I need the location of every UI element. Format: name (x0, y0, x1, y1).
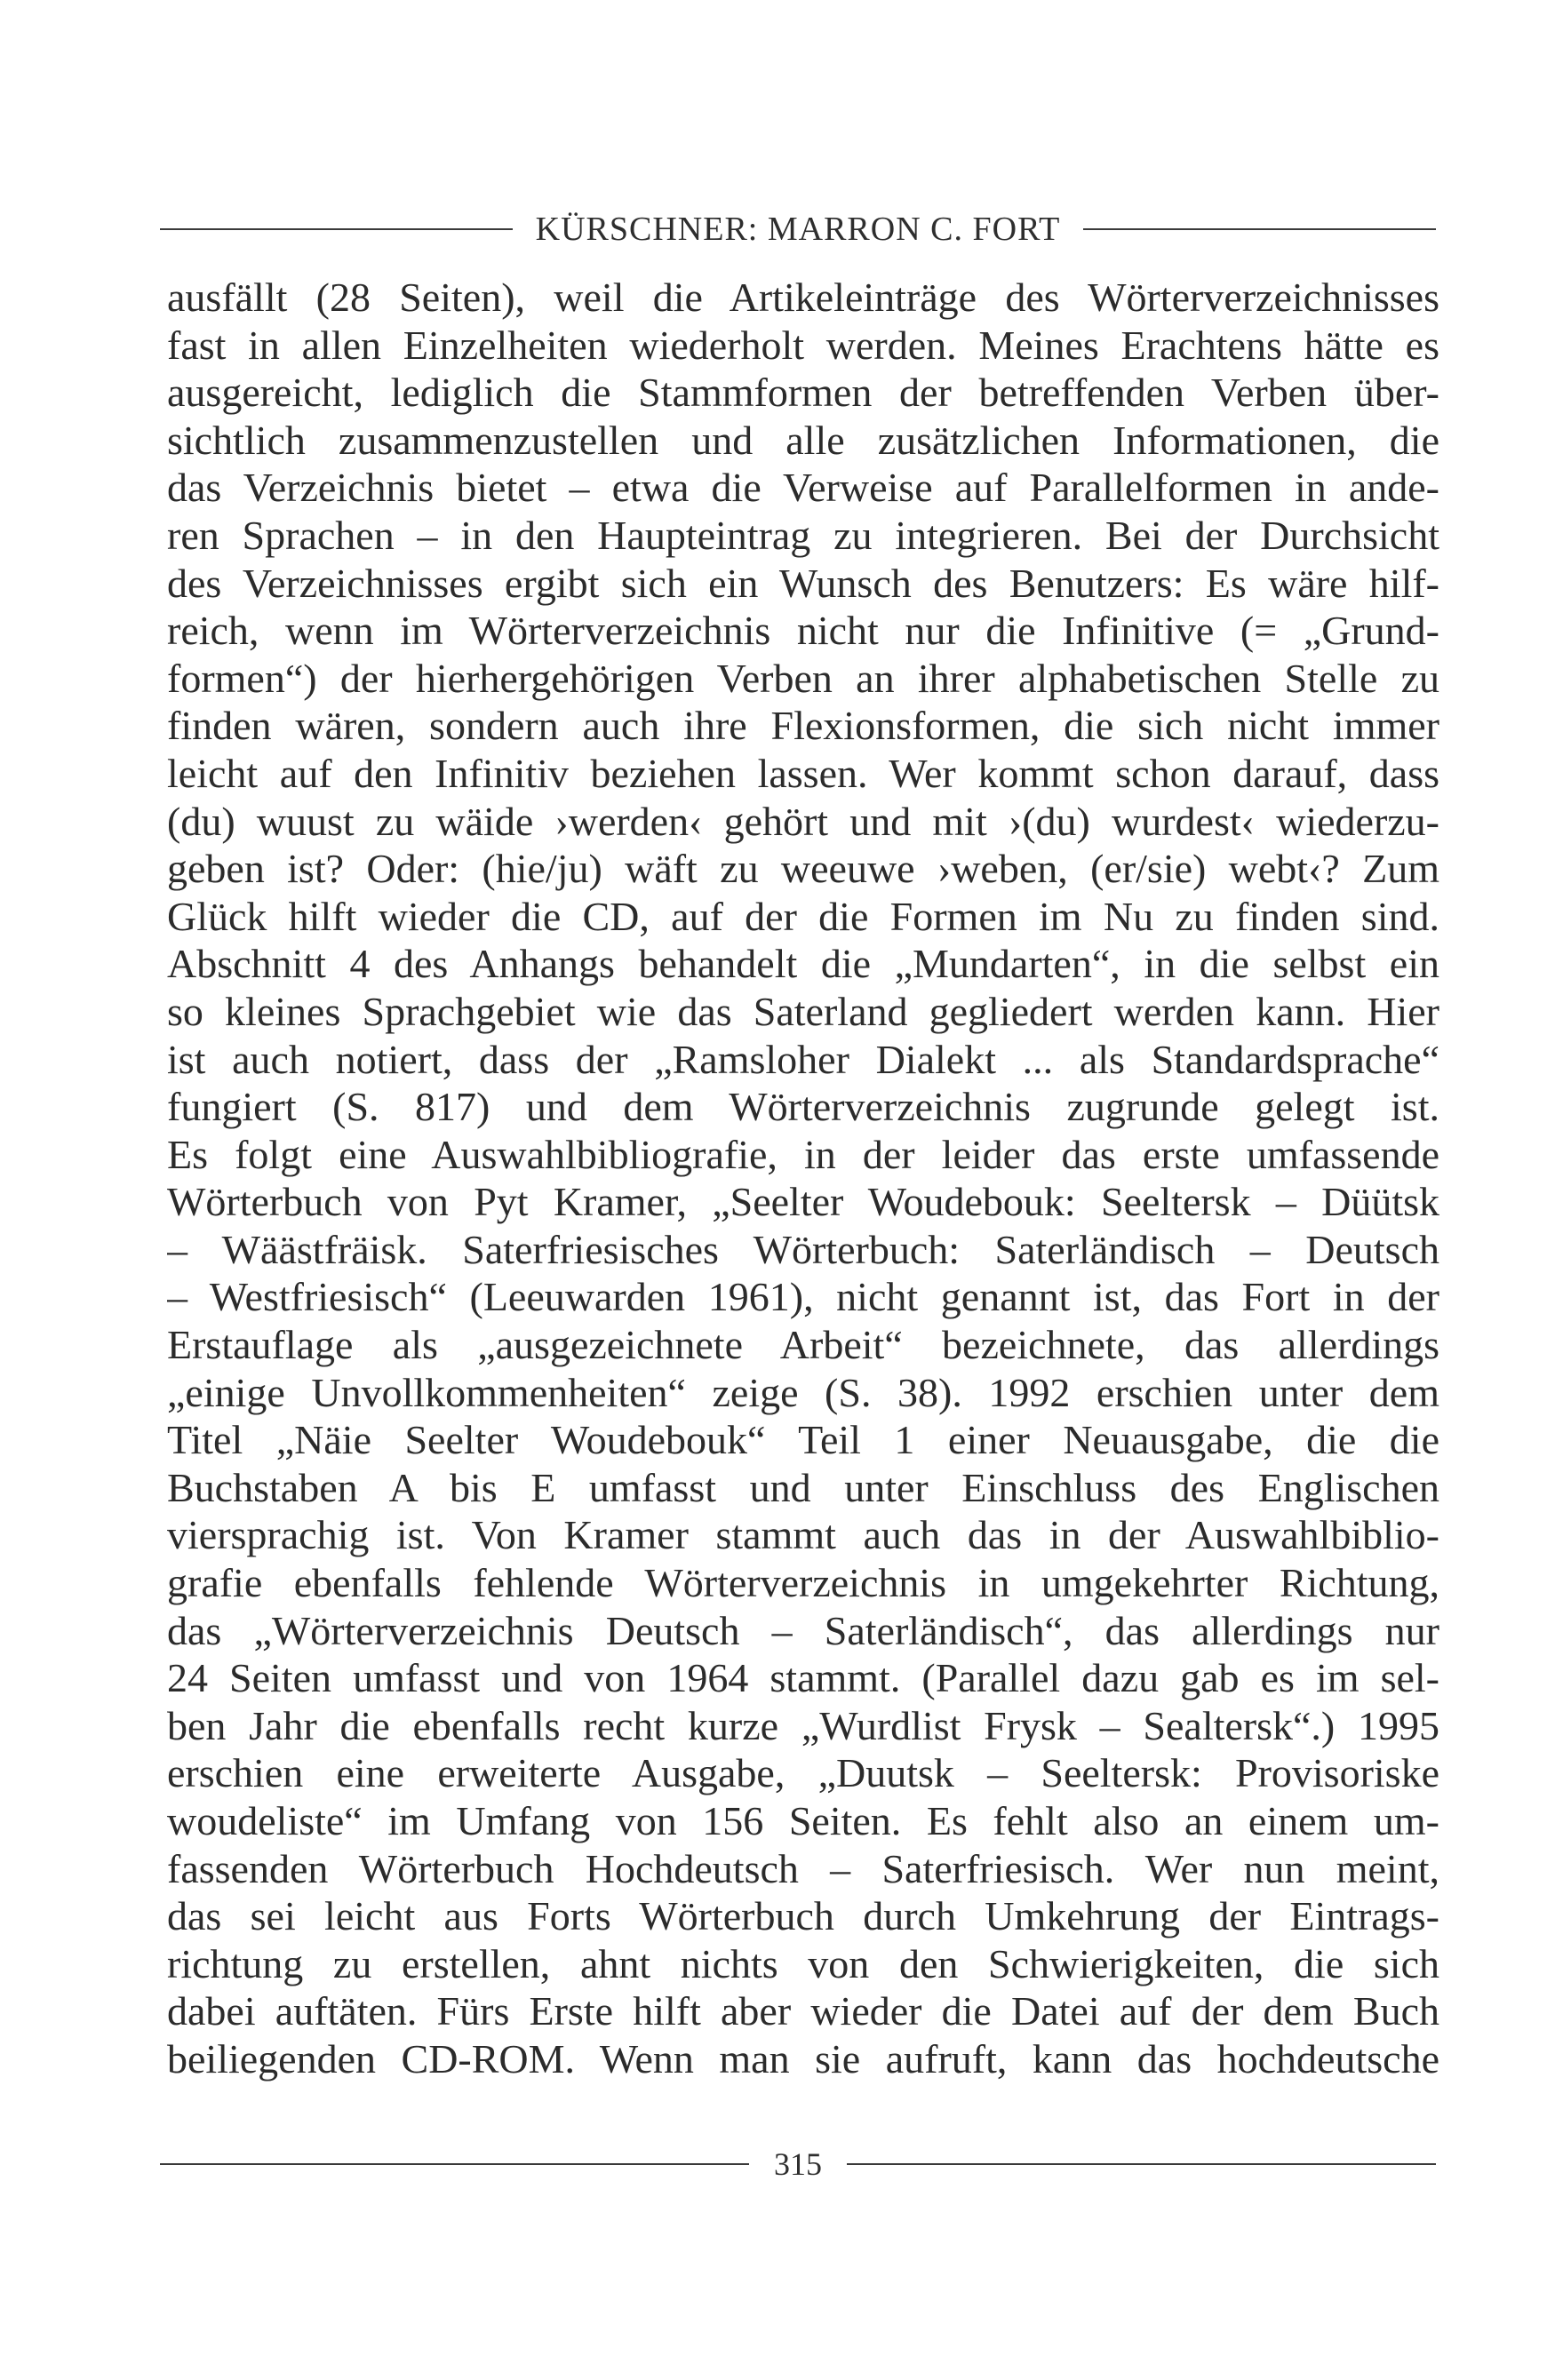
text-line: finden wären, sondern auch ihre Flexionsformen, die sich nicht immer (167, 703, 1439, 749)
text-line: das „Wörterverzeichnis Deutsch – Saterländisch“, das allerdings nur (167, 1607, 1439, 1653)
text-line: Abschnitt 4 des Anhangs behandelt die „Mundarten“, in die selbst ein (167, 941, 1439, 987)
text-line: fassenden Wörterbuch Hochdeutsch – Saterfriesisch. Wer nun meint, (167, 1845, 1439, 1891)
text-line: richtung zu erstellen, ahnt nichts von den Schwierigkeiten, die sich (167, 1940, 1439, 1986)
text-line: ist auch notiert, dass der „Ramsloher Dialekt ... als Standardsprache“ (167, 1036, 1439, 1082)
text-line: fungiert (S. 817) und dem Wörterverzeichnis zugrunde gelegt ist. (167, 1084, 1439, 1130)
footer-rule-left (160, 2163, 749, 2165)
text-line: Wörterbuch von Pyt Kramer, „Seelter Woudebouk: Seeltersk – Düütsk (167, 1179, 1439, 1225)
text-line: Erstauflage als „ausgezeichnete Arbeit“ bezeichnete, das allerdings (167, 1322, 1439, 1368)
footer-rule-right (847, 2163, 1436, 2165)
text-line: beiliegenden CD-ROM. Wenn man sie aufruft, kann das hochdeutsche (167, 2035, 1439, 2082)
page-number: 315 (774, 2146, 822, 2182)
text-line: fast in allen Einzelheiten wiederholt werden. Meines Erachtens hätte es (167, 322, 1439, 368)
text-line: ausfällt (28 Seiten), weil die Artikeleinträge des Wörterverzeichnisses (167, 275, 1439, 320)
text-line: erschien eine erweiterte Ausgabe, „Duutsk – Seeltersk: Provisoriske (167, 1750, 1439, 1796)
text-line: dabei auftäten. Fürs Erste hilft aber wieder die Datei auf der dem Buch (167, 1988, 1439, 2034)
body-text (167, 274, 1439, 2083)
text-line: ben Jahr die ebenfalls recht kurze „Wurdlist Frysk – Sealtersk“.) 1995 (167, 1702, 1439, 1748)
text-line: ren Sprachen – in den Haupteintrag zu integrieren. Bei der Durchsicht (167, 512, 1439, 558)
text-line: ausgereicht, lediglich die Stammformen der betreffenden Verben über- (167, 370, 1439, 416)
header-rule-left (160, 228, 513, 230)
text-line: sichtlich zusammenzustellen und alle zusätzlichen Informationen, die (167, 417, 1439, 463)
page-footer (160, 2139, 1436, 2189)
text-line: das Verzeichnis bietet – etwa die Verweise auf Parallelformen in ande- (167, 465, 1439, 511)
text-line: reich, wenn im Wörterverzeichnis nicht nur die Infinitive (= „Grund- (167, 608, 1439, 654)
text-line: so kleines Sprachgebiet wie das Saterland gegliedert werden kann. Hier (167, 988, 1439, 1034)
text-line: „einige Unvollkommenheiten“ zeige (S. 38). 1992 erschien unter dem (167, 1369, 1439, 1415)
text-line: formen“) der hierhergehörigen Verben an ihrer alphabetischen Stelle zu (167, 655, 1439, 701)
text-line: woudeliste“ im Umfang von 156 Seiten. Es fehlt also an einem um- (167, 1798, 1439, 1843)
text-line: Es folgt eine Auswahlbibliografie, in der leider das erste umfassende (167, 1131, 1439, 1177)
text-line: 24 Seiten umfasst und von 1964 stammt. (Parallel dazu gab es im sel- (167, 1655, 1439, 1701)
text-line: des Verzeichnisses ergibt sich ein Wunsch des Benutzers: Es wäre hilf- (167, 560, 1439, 606)
text-line: grafie ebenfalls fehlende Wörterverzeichnis in umgekehrter Richtung, (167, 1560, 1439, 1606)
text-line: – Westfriesisch“ (Leeuwarden 1961), nicht genannt ist, das Fort in der (167, 1274, 1439, 1320)
text-line: (du) wuust zu wäide ›werden‹ gehört und mit ›(du) wurdest‹ wiederzu- (167, 798, 1439, 844)
text-line: Glück hilft wieder die CD, auf der die Formen im Nu zu finden sind. (167, 893, 1439, 939)
text-line: leicht auf den Infinitiv beziehen lassen. Wer kommt schon darauf, dass (167, 750, 1439, 796)
text-line: geben ist? Oder: (hie/ju) wäft zu weeuwe ›weben, (er/sie) webt‹? Zum (167, 846, 1439, 892)
text-line: – Wäästfräisk. Saterfriesisches Wörterbuch: Saterländisch – Deutsch (167, 1226, 1439, 1272)
text-line: Titel „Näie Seelter Woudebouk“ Teil 1 einer Neuausgabe, die die (167, 1417, 1439, 1463)
header-rule-right (1083, 228, 1436, 230)
text-line: viersprachig ist. Von Kramer stammt auch das in der Auswahlbiblio- (167, 1512, 1439, 1558)
running-head: KÜRSCHNER: MARRON C. FORT (535, 211, 1061, 248)
text-line: das sei leicht aus Forts Wörterbuch durch Umkehrung der Eintrags- (167, 1893, 1439, 1939)
page-header (160, 203, 1436, 256)
text-line: Buchstaben A bis E umfasst und unter Einschluss des Englischen (167, 1464, 1439, 1510)
